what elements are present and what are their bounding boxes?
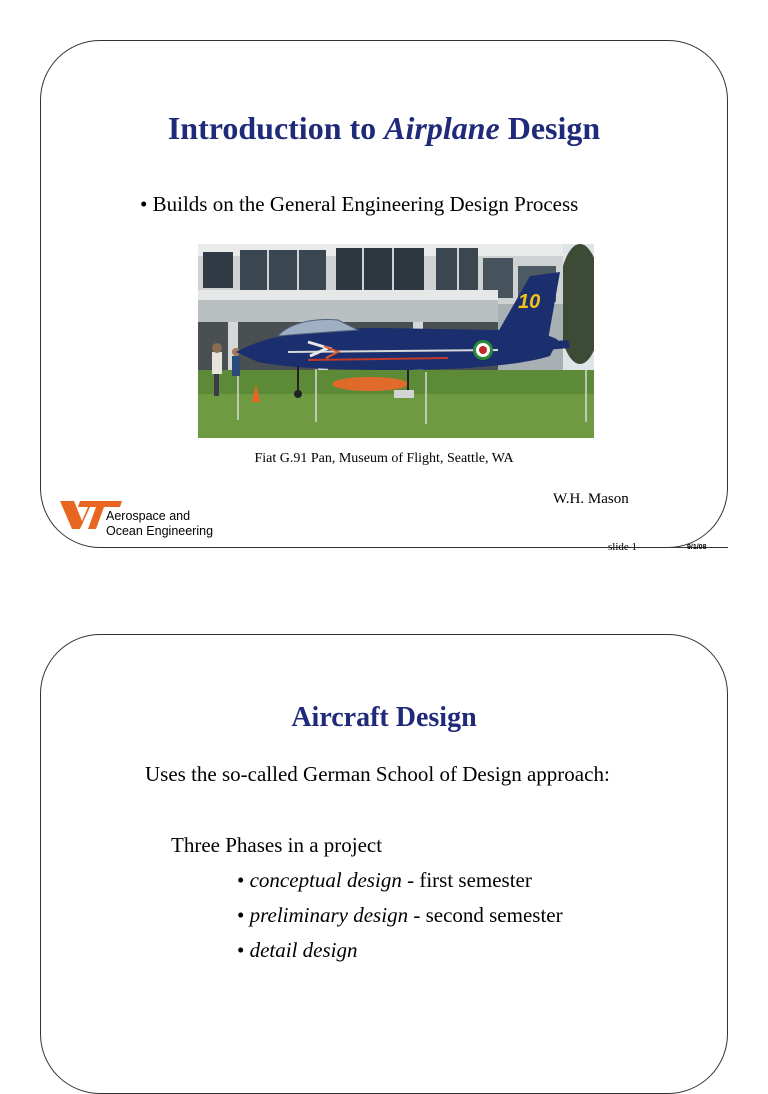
phase-item: • conceptual design - first semester bbox=[237, 868, 532, 892]
slide-1-title: Introduction to Airplane Design bbox=[167, 110, 601, 146]
aircraft-photo bbox=[198, 244, 594, 438]
slide-2-title: Aircraft Design bbox=[291, 702, 477, 733]
phases-heading: Three Phases in a project bbox=[171, 833, 383, 857]
author-name: W.H. Mason bbox=[553, 491, 629, 507]
phase-item: • detail design bbox=[237, 938, 358, 962]
department-name: Aerospace and Ocean Engineering bbox=[106, 509, 214, 538]
slide-2-intro: Uses the so-called German School of Design approach: bbox=[145, 762, 610, 786]
photo-caption: Fiat G.91 Pan, Museum of Flight, Seattle, WA bbox=[254, 451, 514, 466]
slide-1-bullet: • Builds on the General Engineering Design Process bbox=[140, 192, 579, 216]
phase-item: • preliminary design - second semester bbox=[237, 903, 563, 927]
footer-rule bbox=[222, 547, 590, 548]
slide-date: 9/1/08 bbox=[687, 544, 707, 551]
slide-1-title-emphasis: Airplane bbox=[384, 110, 500, 146]
tail-number: 10 bbox=[518, 291, 541, 313]
slide-number: slide 1 bbox=[608, 541, 638, 553]
